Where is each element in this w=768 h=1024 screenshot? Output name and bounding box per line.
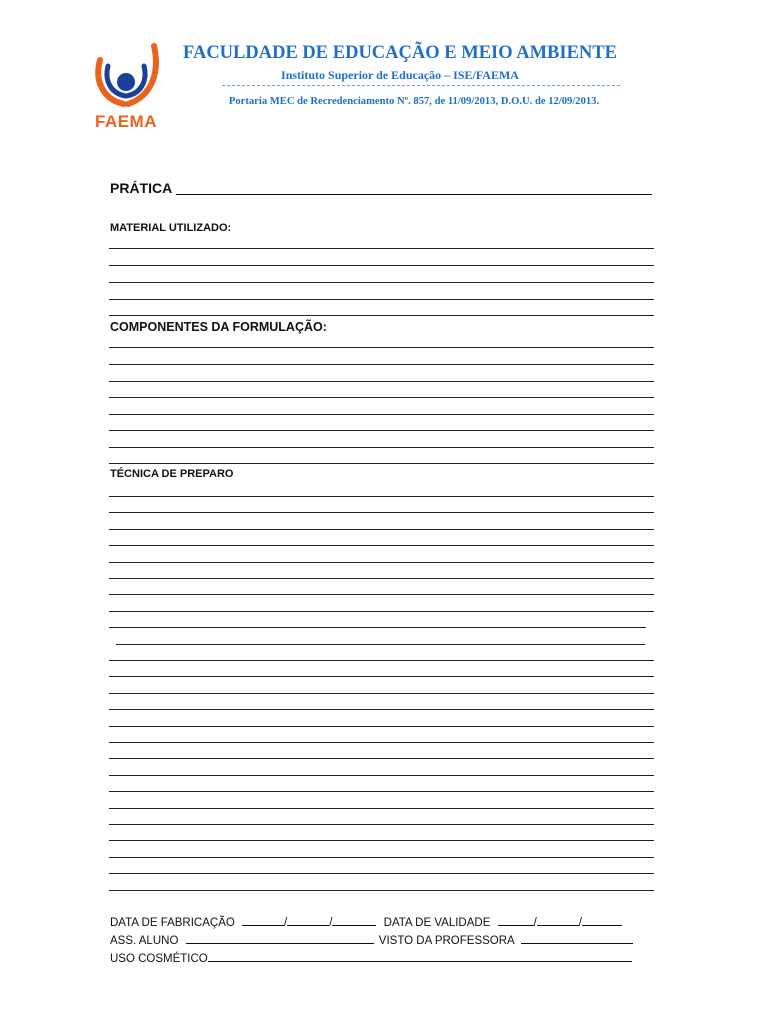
writing-line[interactable] bbox=[109, 775, 654, 776]
writing-line[interactable] bbox=[109, 562, 654, 563]
portaria-text: Portaria MEC de Recredenciamento Nº. 857, de 11/09/2013, D.O.U. de 12/09/2013. bbox=[228, 96, 600, 107]
fabricacao-year-blank[interactable] bbox=[332, 914, 376, 926]
writing-line[interactable] bbox=[109, 676, 654, 677]
pratica-fill-line bbox=[176, 194, 652, 195]
date-separator: / bbox=[329, 917, 333, 929]
date-separator: / bbox=[578, 917, 582, 929]
writing-line[interactable] bbox=[109, 873, 654, 874]
writing-line[interactable] bbox=[109, 726, 654, 727]
writing-line[interactable] bbox=[109, 430, 654, 431]
writing-line[interactable] bbox=[109, 447, 654, 448]
fabricacao-month-blank[interactable] bbox=[287, 914, 329, 926]
writing-line[interactable] bbox=[109, 463, 654, 464]
ass-aluno-blank[interactable] bbox=[186, 932, 374, 944]
writing-line[interactable] bbox=[109, 282, 654, 283]
writing-line[interactable] bbox=[109, 857, 654, 858]
writing-line[interactable] bbox=[109, 315, 654, 316]
writing-line[interactable] bbox=[109, 529, 654, 530]
visto-professora-label: VISTO DA PROFESSORA bbox=[378, 935, 515, 947]
writing-line[interactable] bbox=[109, 824, 654, 825]
data-fabricacao-label: DATA DE FABRICAÇÃO bbox=[110, 917, 235, 929]
writing-line[interactable] bbox=[109, 248, 654, 249]
writing-line[interactable] bbox=[109, 347, 654, 348]
uso-cosmetico-blank[interactable] bbox=[208, 950, 632, 962]
pratica-label: PRÁTICA bbox=[110, 180, 173, 196]
writing-line[interactable] bbox=[109, 791, 654, 792]
writing-line[interactable] bbox=[109, 808, 654, 809]
validade-month-blank[interactable] bbox=[537, 914, 579, 926]
date-separator: / bbox=[284, 917, 288, 929]
institution-subtitle: Instituto Superior de Educação – ISE/FAEMA bbox=[281, 68, 519, 82]
writing-line[interactable] bbox=[109, 742, 654, 743]
ass-aluno-label: ASS. ALUNO bbox=[110, 935, 179, 947]
writing-line[interactable] bbox=[109, 512, 654, 513]
writing-line[interactable] bbox=[109, 397, 654, 398]
logo-wordmark: FAEMA bbox=[95, 112, 157, 131]
writing-line[interactable] bbox=[109, 627, 646, 628]
uso-cosmetico-label: USO COSMÉTICO bbox=[110, 953, 208, 965]
writing-line[interactable] bbox=[109, 364, 654, 365]
writing-line[interactable] bbox=[109, 758, 654, 759]
writing-line[interactable] bbox=[109, 840, 654, 841]
writing-line[interactable] bbox=[109, 611, 654, 612]
dates-row bbox=[110, 914, 622, 929]
institution-title: FACULDADE DE EDUCAÇÃO E MEIO AMBIENTE bbox=[183, 43, 617, 63]
visto-professora-blank[interactable] bbox=[521, 932, 633, 944]
writing-line[interactable] bbox=[109, 545, 654, 546]
writing-line[interactable] bbox=[109, 693, 654, 694]
writing-line[interactable] bbox=[109, 890, 654, 891]
writing-line[interactable] bbox=[116, 644, 645, 645]
header-dashed-divider bbox=[222, 85, 620, 86]
writing-line[interactable] bbox=[109, 594, 654, 595]
writing-line[interactable] bbox=[109, 709, 654, 710]
writing-line[interactable] bbox=[109, 265, 654, 266]
material-label: MATERIAL UTILIZADO: bbox=[110, 222, 232, 234]
faema-logo bbox=[86, 42, 166, 134]
validade-day-blank[interactable] bbox=[498, 914, 534, 926]
writing-line[interactable] bbox=[109, 414, 654, 415]
date-separator: / bbox=[533, 917, 537, 929]
data-validade-label: DATA DE VALIDADE bbox=[383, 917, 491, 929]
uso-cosmetico-row bbox=[110, 950, 632, 965]
signatures-row bbox=[110, 932, 633, 947]
fabricacao-day-blank[interactable] bbox=[242, 914, 284, 926]
writing-line[interactable] bbox=[109, 299, 654, 300]
writing-line[interactable] bbox=[109, 496, 654, 497]
tecnica-label: TÉCNICA DE PREPARO bbox=[110, 468, 234, 480]
componentes-label: COMPONENTES DA FORMULAÇÃO: bbox=[110, 320, 327, 334]
writing-line[interactable] bbox=[109, 381, 654, 382]
writing-line[interactable] bbox=[109, 578, 654, 579]
writing-line[interactable] bbox=[109, 660, 654, 661]
validade-year-blank[interactable] bbox=[582, 914, 622, 926]
